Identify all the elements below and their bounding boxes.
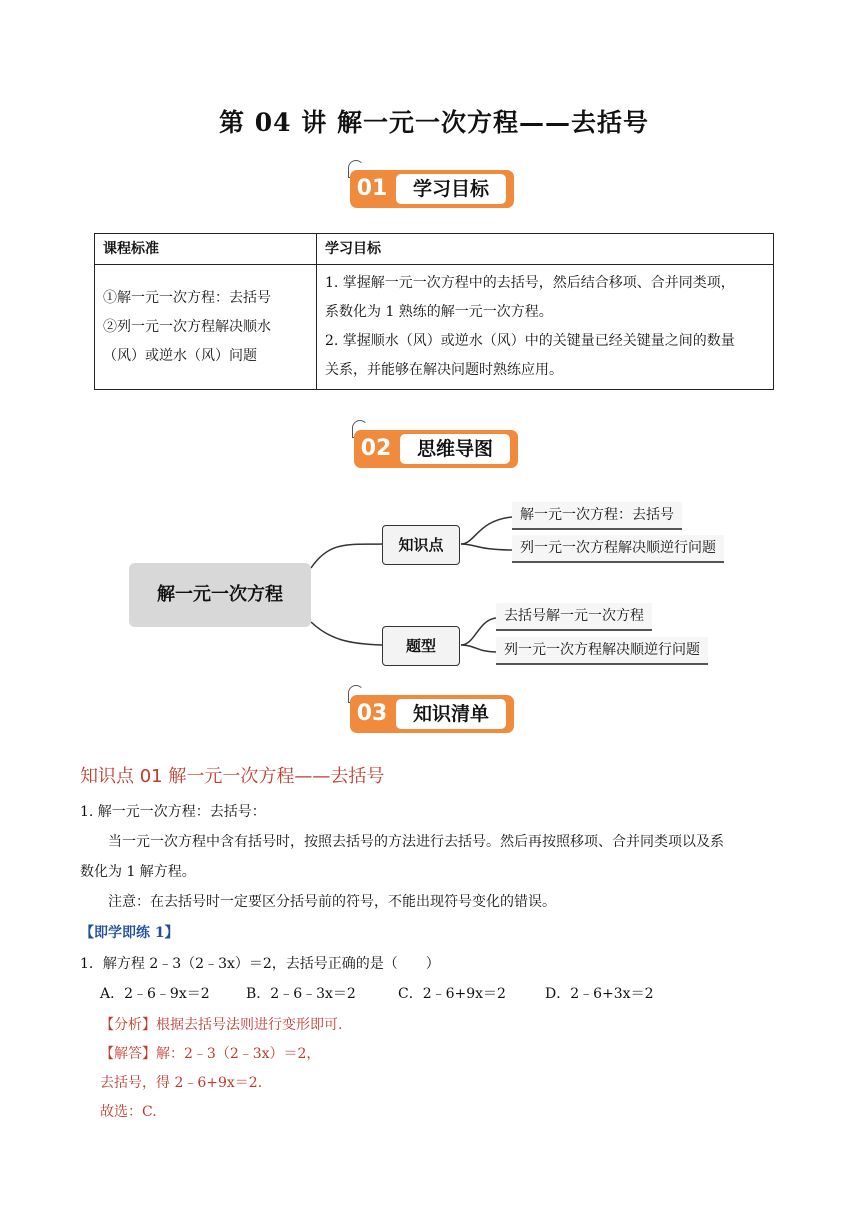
goal-line: 2. 掌握顺水（风）或逆水（风）中的关键量已经关键量之间的数量 <box>325 333 735 349</box>
answer-line: 故选：C. <box>100 1104 157 1120</box>
answer-line: 【解答】解：2﹣3（2﹣3x）＝2， <box>100 1046 321 1062</box>
mindmap-leaf: 去括号解一元一次方程 <box>496 603 652 631</box>
goal-line: 1. 掌握解一元一次方程中的去括号，然后结合移项、合并同类项， <box>325 275 735 291</box>
option-b: B．2﹣6﹣3x＝2 <box>246 986 356 1002</box>
table-header-standard: 课程标准 <box>95 234 317 265</box>
mindmap-root: 解一元一次方程 <box>129 563 311 627</box>
goal-line: 关系，并能够在解决问题时熟练应用。 <box>325 362 563 378</box>
section-label: 学习目标 <box>396 174 506 204</box>
goals-cell <box>317 265 774 390</box>
section-number: 01 <box>356 176 388 201</box>
section-label: 知识清单 <box>396 699 506 729</box>
standard-line: ①解一元一次方程：去括号 <box>103 289 271 306</box>
section-number: 02 <box>360 436 392 461</box>
answer-line: 去括号，得 2﹣6+9x＝2. <box>100 1075 263 1091</box>
mindmap-leaf: 解一元一次方程：去括号 <box>512 502 682 530</box>
goals-table <box>94 233 774 390</box>
option-a: A．2﹣6﹣9x＝2 <box>100 986 210 1002</box>
option-c: C．2﹣6+9x＝2 <box>398 986 506 1002</box>
section-label: 思维导图 <box>400 434 510 464</box>
table-header-goals: 学习目标 <box>317 234 774 265</box>
paragraph-line: 数化为 1 解方程。 <box>80 864 196 880</box>
standard-cell <box>95 265 317 390</box>
knowledge-point-title: 知识点 01 解一元一次方程——去括号 <box>80 766 385 787</box>
section-badge-goals <box>348 160 518 208</box>
question-text: 1．解方程 2﹣3（2﹣3x）＝2，去括号正确的是（ ） <box>80 956 440 972</box>
section-badge-mindmap <box>352 420 522 468</box>
practice-heading: 【即学即练 1】 <box>80 925 179 941</box>
option-d: D．2﹣6+3x＝2 <box>545 986 654 1002</box>
analysis-text: 【分析】根据去括号法则进行变形即可. <box>100 1017 343 1033</box>
item-heading: 1. 解一元一次方程：去括号： <box>80 804 266 820</box>
mindmap-branch-knowledge: 知识点 <box>382 525 460 565</box>
paragraph-line: 当一元一次方程中含有括号时，按照去括号的方法进行去括号。然后再按照移项、合并同类项以及系 <box>108 834 724 850</box>
page-title: 第 04 讲 解一元一次方程——去括号 <box>219 108 649 137</box>
mindmap-leaf: 列一元一次方程解决顺逆行问题 <box>512 535 724 563</box>
mindmap-branch-question-types: 题型 <box>382 626 460 666</box>
section-number: 03 <box>356 701 388 726</box>
section-badge-checklist <box>348 685 518 733</box>
note-line: 注意：在去括号时一定要区分括号前的符号，不能出现符号变化的错误。 <box>108 894 556 910</box>
standard-line: （风）或逆水（风）问题 <box>103 347 257 364</box>
standard-line: ②列一元一次方程解决顺水 <box>103 318 271 335</box>
goal-line: 系数化为 1 熟练的解一元一次方程。 <box>325 304 553 320</box>
mindmap-leaf: 列一元一次方程解决顺逆行问题 <box>496 637 708 665</box>
